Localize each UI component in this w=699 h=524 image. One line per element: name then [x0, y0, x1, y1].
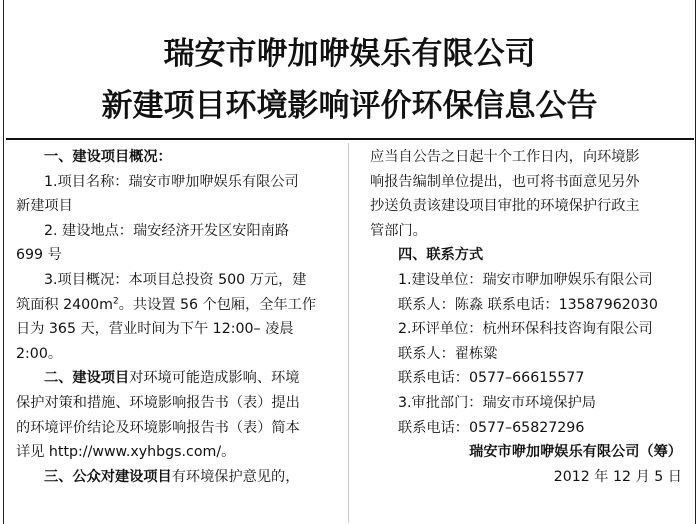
section-3-line-1 [16, 465, 336, 490]
page-border-left [3, 0, 4, 524]
builder-unit: 1.建设单位：瑞安市咿加咿娱乐有限公司 [398, 271, 653, 288]
location-cont: 699 号 [16, 247, 62, 264]
section-2-heading: 二、建设项目 [44, 370, 130, 387]
section-2-line-4: 详见 http://www.xyhbgs.com/。 [16, 444, 236, 461]
title-divider [6, 138, 694, 140]
left-column [16, 145, 336, 489]
builder-contact: 联系人：陈淼 联系电话：13587962030 [398, 296, 658, 313]
section-3-heading: 三、公众对建设项目 [44, 468, 172, 485]
section-3-cont-1: 应当自公告之日起十个工作日内，向环境影 [370, 149, 640, 165]
eia-contact: 联系人：翟栋粱 [398, 345, 498, 362]
overview-line-3: 日为 365 天，营业时间为下午 12:00– 凌晨 [16, 321, 294, 338]
section-2-line-1 [16, 366, 336, 391]
square-superscript: 2 [113, 295, 119, 306]
section-3-cont-4: 管部门。 [370, 222, 427, 239]
eia-phone: 联系电话：0577–66615577 [398, 370, 585, 387]
signature: 瑞安市咿加咿娱乐有限公司（筹） [469, 444, 682, 461]
approval-phone: 联系电话：0577–65827296 [398, 419, 585, 436]
location-line: 2. 建设地点：瑞安经济开发区安阳南路 [44, 222, 290, 239]
section-1-heading: 一、建设项目概况： [44, 149, 172, 165]
section-3-cont-3: 抄送负责该建设项目审批的环境保护行政主 [370, 198, 640, 215]
section-3-cont-2: 响报告编制单位提出，也可将书面意见另外 [370, 173, 640, 190]
overview-line-2 [16, 293, 336, 318]
page-border-right [695, 0, 696, 524]
title-line-2: 新建项目环境影响评价环保信息公告 [101, 88, 598, 124]
column-separator [348, 143, 349, 523]
project-name-line: 1.项目名称：瑞安市咿加咿娱乐有限公司 [44, 173, 299, 190]
title-line-1: 瑞安市咿加咿娱乐有限公司 [163, 36, 536, 72]
issue-date: 2012 年 12 月 5 日 [553, 468, 682, 485]
eia-unit: 2.环评单位：杭州环保科技咨询有限公司 [398, 321, 653, 338]
approval-dept: 3.审批部门：瑞安市环境保护局 [398, 394, 596, 411]
overview-area-text: 筑面积 2400m [16, 296, 113, 313]
right-column [370, 145, 688, 489]
section-3-text: 有环境保护意见的， [171, 468, 300, 485]
section-2-line-2: 保护对策和措施、环境影响报告书（表）提出 [16, 394, 300, 411]
project-name-cont: 新建项目 [16, 198, 73, 215]
overview-line-1: 3.项目概况：本项目总投资 500 万元，建 [44, 271, 307, 288]
section-4-heading: 四、联系方式 [398, 247, 484, 264]
overview-line-4: 2:00。 [16, 345, 63, 362]
section-2-text: 对环境可能造成影响、环境 [129, 370, 300, 387]
section-2-line-3: 的环境评价结论及环境影响报告书（表）简本 [16, 419, 300, 436]
overview-rooms-text: 。共设置 56 个包厢，全年工作 [118, 296, 317, 313]
